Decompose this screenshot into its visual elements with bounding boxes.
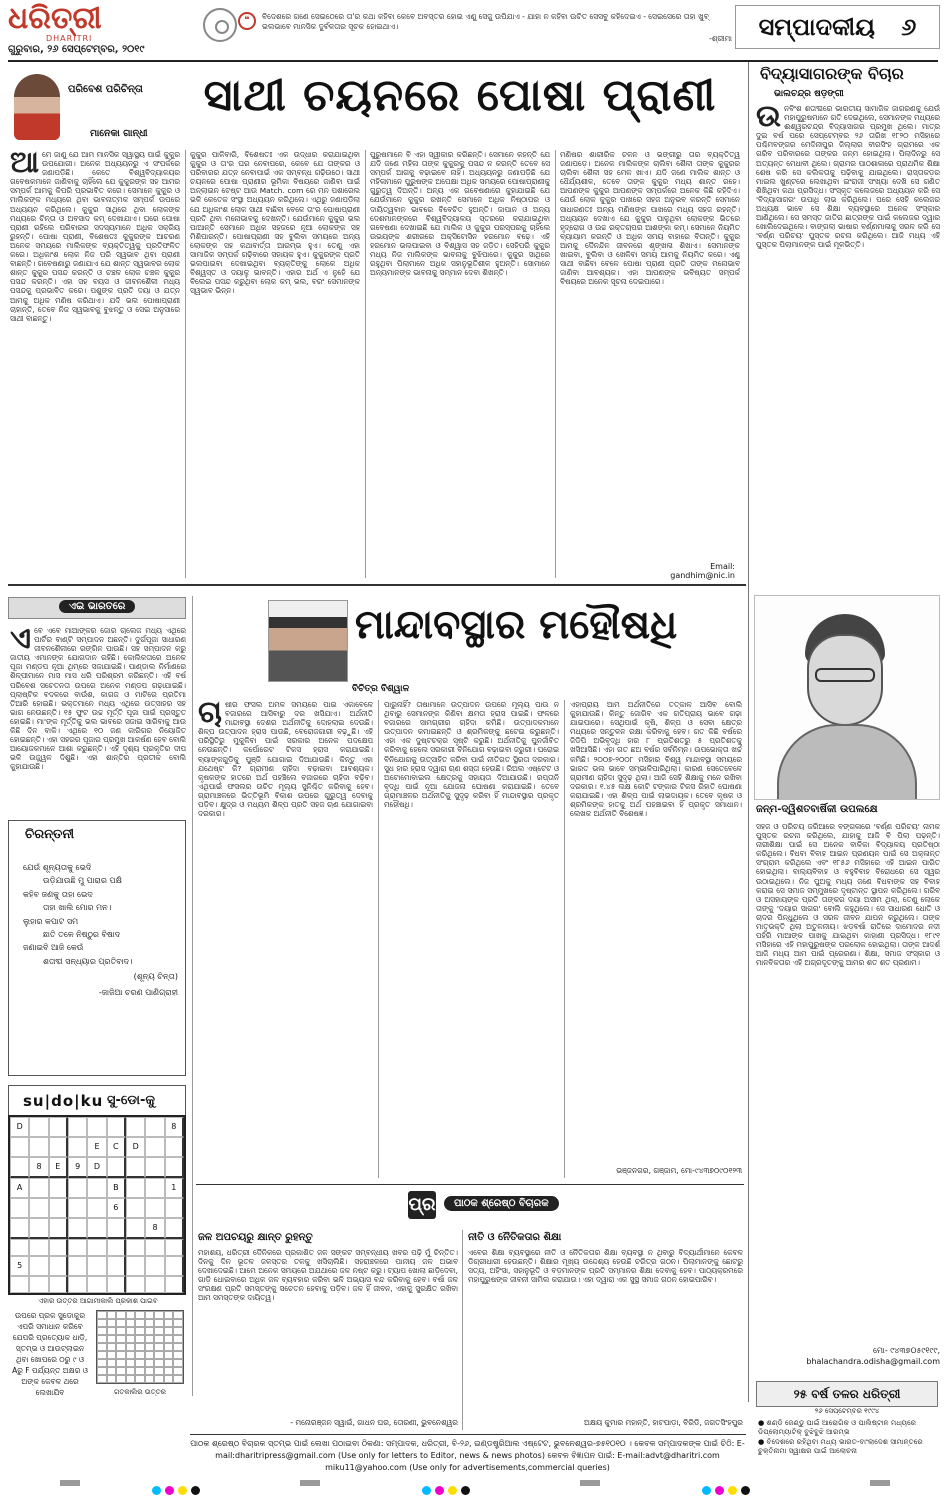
solution-cell [154, 1335, 164, 1343]
chirantani-title: ଚିରନ୍ତନୀ [25, 827, 75, 842]
solution-cell [107, 1327, 117, 1335]
sudoku-cell[interactable] [145, 1256, 164, 1276]
column-rule [462, 1230, 463, 1430]
sudoku-cell[interactable] [29, 1218, 48, 1239]
solution-cell [107, 1343, 117, 1351]
lead-col-4: ମଣିଷର ଶାରୀରିକ ଚଳନ ଓ ଭଙ୍ଗୀରୁ ତାର ବ୍ୟକ୍ତିତ୍ୱ ଜଣାପଡ଼େ। ଅନେକ ମାଲିକଙ୍କ ଚାଲିବା ଶୈଳୀ ତାଙ୍କ କୁକୁରର ଚାଲିବା ଶୈଳୀ ସହ ମେଳ ଖାଏ। ଯଦି ଜଣେ ମାଲିକ ଶାନ୍ତ ଓ ଧୈର୍ଯ୍ୟଶୀଳ, ତେବେ ତାଙ୍କ କୁକୁର ମଧ୍ୟ ଶାନ୍ତ ରହେ। ଆପଣଙ୍କ କୁକୁର ଆପଣଙ୍କ ସମ୍ପର୍କରେ ଅନେକ କିଛି କହିଦିଏ। ଯେଉଁ ଲୋକ କୁକୁର ପାଖରେ ସହଜ ଅନୁଭବ କରନ୍ତି ସେମାନେ ସାଧାରଣତଃ ଅନ୍ୟ ମଣିଷଙ୍କ ପାଖରେ ମଧ୍ୟ ସହଜ ରହନ୍ତି। ଅଧ୍ୟୟନ ଦେଖାଏ ଯେ କୁକୁର ପାଳୁଥିବା ଲୋକଙ୍କ ଭିତରେ ହୃଦ୍ରୋଗ ଓ ଉଚ୍ଚ ରକ୍ତଚାପର ଆଶଙ୍କା କମ୍। ସେମାନେ ନିୟମିତ ବ୍ୟାୟାମ କରନ୍ତି ଓ ଅଧିକ ସମୟ ବାହାରେ ବିତାନ୍ତି। କୁକୁର ଆମକୁ ଦୈନନ୍ଦିନ ଜୀବନରେ ଶୃଙ୍ଖଳା ଶିଖାଏ। ସେମାନଙ୍କ ଖାଇବା, ବୁଲିବା ଓ ଖେଳିବା ସମୟ ଆମକୁ ନିୟମିତ କରେ। ଏଣୁ ସାଥୀ ବାଛିବା ବେଳେ ପୋଷା ପ୍ରାଣୀ ପ୍ରତି ତାଙ୍କ ମନୋଭାବ ଜାଣିବା ଆବଶ୍ୟକ। ଏହା ଆପଣଙ୍କ ଭବିଷ୍ୟତ ସମ୍ପର୍କ ବିଷୟରେ ଅନେକ ସୂଚନା ଦେଇପାରେ। [560, 150, 740, 287]
solution-cell [135, 1351, 145, 1359]
solution-cell [154, 1327, 164, 1335]
solution-cell [145, 1335, 155, 1343]
solution-cell [145, 1367, 155, 1375]
sudoku-cell[interactable] [68, 1276, 87, 1293]
vidyasagar-body [756, 104, 940, 592]
solution-cell [145, 1359, 155, 1367]
vidyasagar-portrait [754, 595, 940, 800]
sudoku-cell[interactable] [145, 1117, 164, 1137]
solution-cell [135, 1343, 145, 1351]
sudoku-cell[interactable] [165, 1157, 184, 1178]
sudoku-cell[interactable] [49, 1178, 68, 1198]
section-title [735, 5, 940, 49]
column-rule [365, 150, 366, 578]
sudoku-cell[interactable] [87, 1178, 106, 1198]
sudoku-cell[interactable] [126, 1256, 145, 1276]
sudoku-cell[interactable] [29, 1117, 48, 1137]
letters-rule [196, 1184, 744, 1185]
solution-cell [97, 1351, 107, 1359]
lead-col-2: କୁକୁର ପାଳିବାରି, ବିଶେଷତଃ ଏକ ଉଦ୍ଧାର କରାଯାଇଥିବା କୁକୁର ଓ ତା'ର ଘର ନେବାପରେ, କେବେ ଯେ ତାଙ୍କର ଓ ପରିବାରର ଯତ୍ନ ନେବାପାଇଁ ଏକ ସମ୍ବନ୍ଧ ଗଢ଼ିଉଠେ। ସାଥୀ ଚୟନରେ ପୋଷା ପ୍ରାଣୀର ଭୂମିକା ବିଷୟରେ ଜାଣିବା ପାଇଁ ଅନ୍ଲାଇନ ଟେଷ୍ଟ ଆଉ Match. com ରେ ମନ ପଶାରେଲ ଭଳି କେତେକ ସଂସ୍ଥା ଅଧ୍ୟୟନ କରିଥିଲେ। ଏଥିରୁ ଜଣାପଡ଼ିଲା ଯେ ଅଧିକାଂଶ ଲୋକ ସାଥୀ ବାଛିବା ବେଳେ ତା'ର ପୋଷାପ୍ରାଣୀ ପ୍ରତି ଥିବା ମନୋଭାବକୁ ଦେଖନ୍ତି। ଯେଉଁମାନେ କୁକୁର ଭଲ ପାଆନ୍ତି ସେମାନେ ଅଧିକ ସହଜରେ ନୂଆ ଲୋକଙ୍କ ସହ ମିଶିପାରନ୍ତି। ପୋଷାପ୍ରାଣୀ ସହ ବୁଲିବା ସମୟରେ ଅନ୍ୟ ଲୋକଙ୍କ ସହ କଥାବାର୍ତ୍ତା ଆରମ୍ଭ ହୁଏ। ତେଣୁ ଏହା ସାମାଜିକ ସମ୍ପର୍କ ଗଢ଼ିବାରେ ସହାୟକ ହୁଏ। କୁକୁରଙ୍କ ପ୍ରତି ଭଲପାଇବା ଦେଖାଇଥିବା ବ୍ୟକ୍ତିଙ୍କୁ ଲୋକେ ଅଧିକ ବିଶ୍ୱସ୍ତ ଓ ଦୟାଳୁ ଭାବନ୍ତି। ଏହାର ଅର୍ଥ ଏ ନୁହେଁ ଯେ ବିଲେଇ ପସନ୍ଦ କରୁଥିବା ଲୋକ କମ୍ ଭଲ, ବରଂ ସେମାନଙ୍କ ସ୍ୱଭାବ ଭିନ୍ନ। [190, 150, 360, 296]
vidyasagar-dropcap: ଉ [756, 104, 781, 134]
right-column-rule [748, 62, 749, 1402]
lead-col-1-text: ମେ ଜାଣୁ ଯେ ଆମ ମାନସିକ ସ୍ୱାସ୍ଥ୍ୟ ପାଇଁ କୁକୁର ଉପଯୋଗୀ। ଅନେକ ଅଧ୍ୟୟନରୁ ଏ ସଂପର୍କରେ ଜଣାପଡ଼ିଛି। କେତେ ବିଶ୍ୱବିଦ୍ୟାଳୟର ଗବେଷକମାନେ ଜାଣିବାକୁ ଚାହିଁଲେ ଯେ କୁକୁରଙ୍କ ସହ ଆମର ସମ୍ପର୍କ ଆମକୁ କିପରି ପ୍ରଭାବିତ କରେ। ସେମାନେ କୁକୁର ଓ ମାଲିକଙ୍କ ମଧ୍ୟରେ ଥିବା ଭାବନାତ୍ମକ ସମ୍ପର୍କ ଉପରେ ଅଧ୍ୟୟନ କରିଥିଲେ। କୁକୁର ସାଥିରେ ଥିବା ଲୋକଙ୍କ ମଧ୍ୟରେ ଚିନ୍ତା ଓ ଅବସାଦ କମ୍ ଦେଖାଯାଏ। ଘରେ ପୋଷା ପ୍ରାଣୀ ରହିଲେ ପରିବାରର ସଦସ୍ୟମାନେ ଅଧିକ ସକ୍ରିୟ ରୁହନ୍ତି। ପୋଷା ପ୍ରାଣୀ, ବିଶେଷତଃ କୁକୁରଙ୍କ ଆଚରଣ ଅନେକ ସମୟରେ ମାଲିକଙ୍କ ବ୍ୟକ୍ତିତ୍ୱକୁ ପ୍ରତିଫଳିତ କରେ। ଅଧିକାଂଶ ଲୋକ ନିଜ ପରି ସ୍ୱଭାବ ଥିବା ପ୍ରାଣୀ ବାଛନ୍ତି। ଗବେଷଣାରୁ ଜଣାଯାଏ ଯେ ଶାନ୍ତ ସ୍ୱଭାବର ଲୋକ ଶାନ୍ତ କୁକୁର ପସନ୍ଦ କରନ୍ତି ଓ ଚଞ୍ଚଳ ଲୋକ ଚଞ୍ଚଳ କୁକୁର ପସନ୍ଦ କରନ୍ତି। ଏହା ସହ ବୟସ ଓ ଜୀବନଶୈଳୀ ମଧ୍ୟ ପସନ୍ଦକୁ ପ୍ରଭାବିତ କରେ। ପଶୁଙ୍କ ପ୍ରତି ଦୟା ଓ ଯତ୍ନ ଆମକୁ ଅଧିକ ମଣିଷ କରିଥାଏ। ଯଦି ଭଲ ପୋଷାପ୍ରାଣୀ ଚାହାନ୍ତି, ତେବେ ନିଜ ସ୍ୱଭାବକୁ ବୁଝନ୍ତୁ ଓ ସେଇ ଅନୁସାରେ ସାଥୀ ବାଛନ୍ତୁ। [10, 150, 180, 323]
sudoku-cell[interactable]: 1 [165, 1178, 184, 1198]
middle-headline: ମାନ୍ଦାବସ୍ଥାର ମହୌଷଧି [354, 601, 678, 648]
letter-2-title: ନୀତି ଓ ନୈତିକତାର ଶିକ୍ଷା [468, 1232, 562, 1243]
sudoku-cell[interactable] [29, 1276, 48, 1293]
solution-cell [154, 1359, 164, 1367]
solution-cell [145, 1327, 155, 1335]
lead-col-1 [10, 150, 180, 580]
solution-cell [173, 1343, 183, 1351]
solution-cell [145, 1375, 155, 1383]
sudoku-header [8, 1085, 186, 1115]
vidyasagar-body-text: ନବିଂଶ ଶତାବ୍ଦୀରେ ଭାରତୀୟ ସାମାଜିକ ଜାଗରଣକୁ ଯେଉଁ ମହାପୁରୁଷମାନେ ଗତି ଦେଇଥିଲେ, ସେମାନଙ୍କ ମଧ୍ୟରେ ଈଶ୍ୱରଚନ୍ଦ୍ର ବିଦ୍ୟାସାଗର ପ୍ରମୁଖ ଥିଲେ। ମାତ୍ର ଦୁଇ ବର୍ଷ ପରେ ସେପ୍ଟେମ୍ବର ୨୬ ତାରିଖ ୧୮୨୦ ମସିହାରେ ପଶ୍ଚିମବଙ୍ଗର ମେଦିନୀପୁର ଜିଲ୍ଲାର ବୀରସିଂହ ଗ୍ରାମରେ ଏକ ଗରିବ ପରିବାରରେ ତାଙ୍କର ଜନ୍ମ ହୋଇଥିଲା। ପିଲାଦିନରୁ ସେ ଅତ୍ୟନ୍ତ ମେଧାବୀ ଥିଲେ। ଗ୍ରାମର ପାଠଶାଳାରେ ପ୍ରାଥମିକ ଶିକ୍ଷା ଶେଷ କରି ସେ କଲିକତାକୁ ପଢ଼ିବାକୁ ଯାଇଥିଲେ। ରାସ୍ତାକଡ଼ର ମାଇଲ ଖୁଣ୍ଟରେ ଲେଖାଥିବା ଇଂରାଜୀ ସଂଖ୍ୟା ଦେଖି ସେ ଗଣିତ ଶିଖିଥିବା କଥା ପ୍ରସିଦ୍ଧ। ସଂସ୍କୃତ କଲେଜରେ ଅଧ୍ୟୟନ କରି ସେ 'ବିଦ୍ୟାସାଗର' ଉପାଧି ଲାଭ କରିଥିଲେ। ପରେ ସେହି କଲେଜର ଅଧ୍ୟକ୍ଷ ଭାବେ ସେ ଶିକ୍ଷା ବ୍ୟବସ୍ଥାରେ ଅନେକ ସଂସ୍କାର ଆଣିଥିଲେ। ସେ ସମସ୍ତ ଜାତିର ଛାତ୍ରଙ୍କ ପାଇଁ କଲେଜର ଦ୍ୱାର ଖୋଲିଦେଇଥିଲେ। ବାଙ୍ଗଲା ଭାଷାର ବର୍ଣ୍ଣମାଳାକୁ ସରଳ କରି ସେ 'ବର୍ଣ୍ଣ ପରିଚୟ' ପୁସ୍ତକ ରଚନା କରିଥିଲେ। ଆଜି ମଧ୍ୟ ଏହି ପୁସ୍ତକ ପିଲାମାନଙ୍କ ପାଇଁ ମୂଳଭିତ୍ତି। [756, 104, 940, 250]
sudoku-cell[interactable] [87, 1256, 106, 1276]
sudoku-cell[interactable] [29, 1137, 48, 1157]
solution-cell [173, 1375, 183, 1383]
sudoku-label-or: ସୁ-ଡୋ-କୁ [107, 1093, 155, 1108]
sudoku-cell[interactable] [126, 1239, 145, 1256]
solution-cell [126, 1319, 136, 1327]
solution-cell [107, 1359, 117, 1367]
sudoku-cell[interactable] [145, 1276, 164, 1293]
solution-cell [154, 1343, 164, 1351]
sudoku-cell[interactable]: E [87, 1137, 106, 1157]
solution-cell [173, 1359, 183, 1367]
poem-line: ଯେଉଁ ଶୂନ୍ୟତାକୁ ଭେଦି [23, 863, 92, 872]
sudoku-note: ଏହାର ଉତ୍ତର ଆଗାମୀକାଲି ପ୍ରକାଶ ପାଇବ [38, 1297, 158, 1305]
sudoku-cell[interactable]: 8 [165, 1117, 184, 1137]
sudoku-cell[interactable]: 5 [10, 1256, 29, 1276]
ei-bharatare-text: ବେ ଏବେ ମାଆଙ୍କର ଜୋର ଚାଲେଜ ମଧ୍ୟ ଏଥିରେ ପାର୍ଟିର ବାଣ୍ଟି ସମ୍ପାଦନ ଅଛନ୍ତି। ଦୁର୍ଗପୂଜା ସାଧାରଣ ଜୀବନଶୈଳୀରେ ରଙ୍ଗିନ ପାଉଛି। ସହ ସମ୍ପାଦନ କରୁ ଜାତୀୟ ଏମାନଙ୍କ ଯୋଗଦାନ ରହିଛି। କୋଲିକତାରେ ଅନେକ ପୂଜା ମଣ୍ଡପ ନୂଆ ଥିମ୍‌ରେ ସଜାଯାଇଛି। ପାଣ୍ଡାଲ ନିର୍ମାଣରେ ଶିଳ୍ପୀମାନେ ମାସ ମାସ ଧରି ପରିଶ୍ରମ କରିଛନ୍ତି। ଏହି ବର୍ଷ ପରିବେଶ ସଚେତନତା ଉପରେ ଅନେକ ମଣ୍ଡପ ଗଢ଼ାଯାଇଛି। ପ୍ଲାଷ୍ଟିକ ବଦଳରେ ବାଉଁଶ, କାଗଜ ଓ ମାଟିରେ ପ୍ରତିମା ତିଆରି ହୋଇଛି। ଭକ୍ତମାନେ ମଧ୍ୟ ଏଥିରେ ଉତ୍ସାହର ସହ ଭାଗ ନେଉଛନ୍ତି। ୧୫ ଫୁଟ ଉଚ୍ଚ ମୂର୍ତ୍ତି ପୂଜା ପାଇଁ ପ୍ରସ୍ତୁତ ହୋଇଛି। ମା'ଙ୍କ ମୂର୍ତ୍ତିକୁ ଭଲ ଭାବରେ ସଜାଇ ସାରିବାକୁ ଆଉ କିଛି ଦିନ ବାକି। ଏଥିରେ ୧୦ ଜଣ କାରିଗର ନିୟୋଜିତ ହୋଇଛନ୍ତି। ଏହା ସହରର ପୂଜାର ପ୍ରମୁଖ ଆକର୍ଷଣ ହେବ ବୋଲି ଆୟୋଜକମାନେ ଆଶା କରୁଛନ୍ତି। ଏହି ଦୃଶ୍ୟ ପ୍ରକୃତିର ଦୀପ ଭଳି ଉଜ୍ଜ୍ୱଳ ଦିଶୁଛି। ଏହା ଶାନ୍ତିର ପ୍ରତୀକ ବୋଲି କୁହାଯାଉଛି। [10, 626, 186, 772]
vidyasagar-body-2: ସହଜ ଓ ପରିଚୟ ଜରିଆରେ ବଙ୍ଗଳାରେ 'ବର୍ଣ୍ଣ ପରିଚୟ' ନାମକ ପୁସ୍ତକ ରଚନା କରିଥିଲେ, ଯାହାକୁ ଆଜି ବି ପିଲା ପଢ଼ନ୍ତି। ନାରୀଶିକ୍ଷା ପାଇଁ ସେ ଅନେକ ବାଳିକା ବିଦ୍ୟାଳୟ ପ୍ରତିଷ୍ଠା କରିଥିଲେ। ବିଧବା ବିବାହ ଆଇନ ପ୍ରଣୟନ ପାଇଁ ସେ ଅକ୍ଳାନ୍ତ ସଂଗ୍ରାମ କରିଥିଲେ ଏବଂ ୧୮୫୬ ମସିହାରେ ଏହି ଆଇନ ପାରିତ ହୋଇଥିଲା। ବାଲ୍ୟବିବାହ ଓ ବହୁବିବାହ ବିରୋଧରେ ସେ ସ୍ୱର ଉଠାଇଥିଲେ। ନିଜ ପୁଅକୁ ମଧ୍ୟ ଜଣେ ବିଧବାଙ୍କ ସହ ବିବାହ କରାଇ ସେ ସମାଜ ସମ୍ମୁଖରେ ଦୃଷ୍ଟାନ୍ତ ସ୍ଥାପନ କରିଥିଲେ। ଗରିବ ଓ ଅସହାୟଙ୍କ ପ୍ରତି ତାଙ୍କର ଦୟା ଅସୀମ ଥିଲା, ତେଣୁ ଲୋକେ ତାଙ୍କୁ 'ଦୟାର ସାଗର' ବୋଲି କହୁଥିଲେ। ସେ ସାଧାରଣ ଧୋତି ଓ ଚାଦର ପିନ୍ଧୁଥିଲେ ଓ ସରଳ ଜୀବନ ଯାପନ କରୁଥିଲେ। ତାଙ୍କ ମାତୃଭକ୍ତି ଥିଲା ଅତୁଳନୀୟ। ଝଡ଼ବର୍ଷା ରାତିରେ ଦାମୋଦର ନଦୀ ପହଁରି ମାଆଙ୍କ ପାଖକୁ ଯାଇଥିବା କାହାଣୀ ପ୍ରସିଦ୍ଧ। ୧୮୯୧ ମସିହାରେ ଏହି ମହାପୁରୁଷଙ୍କ ପରଲୋକ ହୋଇଥିଲା। ତାଙ୍କ ଆଦର୍ଶ ଆଜି ମଧ୍ୟ ଆମ ପାଇଁ ପ୍ରେରଣା। ଶିକ୍ଷା, ସମାଜ ସଂସ୍କାର ଓ ମାନବିକତାର ଏହି ଅଗ୍ରଦୂତଙ୍କୁ ଆମର ଶତ ଶତ ପ୍ରଣାମ। [756, 822, 940, 968]
vidyasagar-title: ବିଦ୍ୟାସାଗରଙ୍କ ବିଚାର [760, 64, 904, 83]
solution-cell [126, 1375, 136, 1383]
sudoku-cell[interactable] [87, 1218, 106, 1239]
solution-cell [116, 1359, 126, 1367]
sudoku-cell[interactable]: D [87, 1157, 106, 1178]
sudoku-cell[interactable] [165, 1198, 184, 1218]
sudoku-cell[interactable] [165, 1137, 184, 1157]
solution-cell [164, 1375, 174, 1383]
solution-cell [164, 1311, 174, 1319]
sudoku-cell[interactable] [107, 1157, 126, 1178]
brand-sub: DHARITRI [46, 34, 93, 43]
vidyasagar-author: ଭାଲଚନ୍ଦ୍ର ଷଡ଼ଙ୍ଗୀ [774, 89, 844, 99]
lead-col-3: ପୁରୁଷମାନେ ବି ଏହା ସ୍ୱୀକାର କରିଛନ୍ତି। ସେମାନେ କହନ୍ତି ଯେ ଯଦି ଜଣେ ମହିଳା ତାଙ୍କ କୁକୁରକୁ ପସନ୍ଦ ନ କରନ୍ତି ତେବେ ସେ ସମ୍ପର୍କ ଆଗକୁ ବଢ଼ାଇବେ ନାହିଁ। ଅଧ୍ୟୟନରୁ ଜଣାପଡ଼ିଛି ଯେ ମହିଳାମାନେ ପୁରୁଷଙ୍କ ଅପେକ୍ଷା ଅଧିକ ସମୟରେ ପୋଷାପ୍ରାଣୀକୁ ଗୁରୁତ୍ୱ ଦିଅନ୍ତି। ଅନ୍ୟ ଏକ ଗବେଷଣାରେ କୁହାଯାଇଛି ଯେ ଯେଉଁମାନେ କୁକୁର ରଖନ୍ତି ସେମାନେ ଅଧିକ ନିଷ୍ଠାପର ଓ ଦାୟିତ୍ୱବାନ ଭାବରେ ବିବେଚିତ ହୁଅନ୍ତି। ଜାପାନ ଓ ଅନ୍ୟ ଦେଶମାନଙ୍କରେ ବିଶ୍ୱବିଦ୍ୟାଳୟ ସ୍ତରରେ କରାଯାଇଥିବା ଗବେଷଣା ଦେଖାଇଛି ଯେ ମାଲିକ ଓ କୁକୁର ପରସ୍ପରକୁ ଚାହିଁଲେ ଉଭୟଙ୍କ ଶରୀରରେ ଅକ୍ସିଟୋସିନ ହରମୋନ ବଢ଼େ। ଏହି ହରମୋନ ଭଲପାଇବା ଓ ବିଶ୍ୱାସ ସହ ଜଡ଼ିତ। ସେହିପରି କୁକୁର ମଧ୍ୟ ନିଜ ମାଲିକଙ୍କ ଭାବନାକୁ ବୁଝିପାରେ। କୁକୁର ସାଥିରେ ରହୁଥିବା ପିଲାମାନେ ଅଧିକ ସହାନୁଭୂତିଶୀଳ ହୁଅନ୍ତି। ସୋମାନେ ଅନ୍ୟମାନଙ୍କ ଭାବନାକୁ ସମ୍ମାନ ଦେବା ଶିଖନ୍ତି। [370, 150, 550, 278]
sudoku-cell[interactable] [10, 1276, 29, 1293]
solution-cell [173, 1311, 183, 1319]
solution-cell [126, 1359, 136, 1367]
solution-cell [164, 1351, 174, 1359]
sudoku-cell[interactable] [68, 1137, 87, 1157]
solution-cell [173, 1319, 183, 1327]
sudoku-cell[interactable] [165, 1218, 184, 1239]
solution-cell [107, 1311, 117, 1319]
sudoku-cell[interactable]: 8 [29, 1157, 48, 1178]
solution-cell [116, 1375, 126, 1383]
sudoku-cell[interactable]: D [126, 1137, 145, 1157]
sudoku-cell[interactable]: 8 [145, 1218, 164, 1239]
sudoku-cell[interactable]: C [107, 1137, 126, 1157]
solution-cell [145, 1351, 155, 1359]
quote-author: -ଶ୍ରୀମା [709, 34, 732, 43]
sudoku-cell[interactable] [49, 1239, 68, 1256]
column-rule [185, 150, 186, 578]
solution-cell [107, 1375, 117, 1383]
sudoku-cell[interactable] [165, 1256, 184, 1276]
solution-cell [126, 1311, 136, 1319]
sudoku-cell[interactable] [107, 1218, 126, 1239]
solution-cell [97, 1343, 107, 1351]
poem-line: ଉଡ଼ିଯାଉଛି ମୁ ପାରାର ପକ୍ଷି [43, 876, 122, 886]
column-rule [555, 150, 556, 578]
sudoku-cell[interactable] [49, 1117, 68, 1137]
sudoku-cell[interactable] [145, 1198, 164, 1218]
portrait-caption: ଜନ୍ମ-ଦ୍ୱିଶତବାର୍ଷିକୀ ଉପଲକ୍ଷେ [756, 804, 878, 815]
sudoku-cell[interactable] [68, 1256, 87, 1276]
anniversary-item: ● ବିଦେଶରେ ରହିଥିବା ମଧ୍ୟ ଭାରତ-ବାଂଲାଦେଶ ସୀମାନ୍ତରେ ଚୁକ୍ତିନାମା ସ୍ୱାକ୍ଷର ପାଇଁ ଆଲୋଚନା [758, 1436, 923, 1456]
solution-cell [107, 1351, 117, 1359]
poem-title: (ଶୂନ୍ୟ ଚିନ୍ତା) [133, 972, 178, 982]
middle-col-1-text: ଷୀର ଫସଲ ଅମଳ ସମୟରେ ପାଇ ଏକାବେଳେ ବଜାରରେ ଆସିବାରୁ ଦର ଖସିଯାଏ। ଅର୍ଥନୀତି ମାନ୍ଦାବସ୍ଥା ଦେଶର ଅର୍ଥନୀତିକୁ ଦୋହଲାଇ ଦେଉଛି। ଶିଳ୍ପ ଉତ୍ପାଦନ ହ୍ରାସ ପାଉଛି, ବେରୋଜଗାରୀ ବଢ଼ୁଛି। ଏହି ପରିସ୍ଥିତିରୁ ମୁକୁଳିବା ପାଇଁ ସରକାର ଅନେକ ପଦକ୍ଷେପ ନେଉଛନ୍ତି। କର୍ପୋରେଟ ଟିକସ ହ୍ରାସ କରାଯାଇଛି। ବ୍ୟାଙ୍କଗୁଡ଼ିକୁ ପୁଞ୍ଜି ଯୋଗାଇ ଦିଆଯାଉଛି। କିନ୍ତୁ ଏହା ଯଥେଷ୍ଟ କି? ଗ୍ରାମୀଣ ଚାହିଦା ବଢ଼ାଇବା ଆବଶ୍ୟକ। କୃଷକଙ୍କ ହାତରେ ଅର୍ଥ ପହଞ୍ଚିଲେ ବଜାରରେ ଚାହିଦା ବଢ଼ିବ। ଏଥିପାଇଁ ଫସଲର ଉଚିତ ମୂଲ୍ୟ ସୁନିଶ୍ଚିତ କରିବାକୁ ହେବ। ଗ୍ରାମାଞ୍ଚଳରେ ଭିତ୍ତିଭୂମି ବିକାଶ ଉପରେ ଗୁରୁତ୍ୱ ଦେବାକୁ ପଡ଼ିବ। କ୍ଷୁଦ୍ର ଓ ମଧ୍ୟମ ଶିଳ୍ପ ପ୍ରତି ସହଜ ଋଣ ଯୋଗାଇବା ଦରକାର। [198, 700, 373, 819]
solution-cell [135, 1359, 145, 1367]
solution-cell [173, 1327, 183, 1335]
solution-cell [173, 1335, 183, 1343]
sudoku-label-en: su|do|ku [23, 1092, 104, 1110]
letter-1-sign: - ମନୋରଞ୍ଜନ ସ୍ୱାଇଁ, ଗାଧନ ଘର, ତୋରଣୀ, ଭୁବନେଶ୍ୱର [290, 1418, 458, 1427]
middle-dropcap: ଚା [198, 700, 222, 730]
poem-line: ଛାତି ତଳେ ନିଷ୍ଠୁର ବିଷାଦ [43, 930, 121, 940]
sudoku-cell[interactable] [29, 1256, 48, 1276]
solution-cell [116, 1319, 126, 1327]
solution-cell [116, 1343, 126, 1351]
sudoku-cell[interactable]: E [49, 1157, 68, 1178]
masthead-quote [244, 12, 732, 44]
sudoku-cell[interactable] [29, 1198, 48, 1218]
solution-cell [97, 1367, 107, 1375]
middle-col-1 [198, 700, 373, 1180]
column-rule [192, 596, 193, 1396]
ei-bharatare-body [10, 626, 186, 814]
solution-cell [164, 1343, 174, 1351]
sudoku-cell[interactable] [10, 1218, 29, 1239]
solution-cell [145, 1311, 155, 1319]
letter-1-title: ଜଳ ଅପଚୟରୁ କ୍ଷାନ୍ତ ରୁହନ୍ତୁ [198, 1232, 313, 1243]
solution-cell [164, 1359, 174, 1367]
quote-icon: ❝ [238, 12, 256, 30]
poem-line: ଜଣାଇବି ଆଜି କେଉଁ [23, 943, 84, 953]
solution-cell [135, 1335, 145, 1343]
solution-cell [126, 1343, 136, 1351]
sudoku-cell[interactable] [126, 1198, 145, 1218]
solution-cell [116, 1327, 126, 1335]
sudoku-cell[interactable] [145, 1137, 164, 1157]
letter-2-body: ଏବେର ଶିକ୍ଷା ବ୍ୟବସ୍ଥାରେ ନୀତି ଓ ନୈତିକତାର ଶିକ୍ଷା ବ୍ୟବସ୍ଥା ନ ଥିବାରୁ ବିଦ୍ୟାର୍ଥୀମାନେ କେବଳ ଡିଗ୍ରୀଧାରୀ ହେଉଛନ୍ତି। ଶିକ୍ଷାର ମୂଖ୍ୟ ଉଦ୍ଦେଶ୍ୟ ହେଉଛି ଚରିତ୍ର ଗଠନ। ପିଲାମାନଙ୍କୁ ଛୋଟରୁ ସତ୍ୟ, ଅହିଂସା, ସହାନୁଭୂତି ଓ ବଡ଼ମାନଙ୍କ ପ୍ରତି ସମ୍ମାନର ଶିକ୍ଷା ଦେବାକୁ ହେବ। ପାଠ୍ୟକ୍ରମରେ ମହାପୁରୁଷଙ୍କ ଜୀବନୀ ସାମିଲ କରାଯାଉ। ଏହା ଦ୍ୱାରା ଏକ ସୁସ୍ଥ ସମାଜ ଗଠନ ହୋଇପାରିବ। [468, 1248, 743, 1285]
solution-cell [154, 1367, 164, 1375]
sudoku-cell[interactable] [29, 1239, 48, 1256]
letters-tag [408, 1191, 618, 1219]
letter-2-sign: ଅକ୍ଷୟ କୁମାର ମହାନ୍ତି, ହାଟପାଡ଼ା, ବିରିଡି, ଜଗତସିଂହପୁର [584, 1418, 743, 1427]
solution-cell [97, 1375, 107, 1383]
letter-1-body: ମହାଶୟ, ଧରିତ୍ରୀ ଦୈନିକରେ ପ୍ରକାଶିତ ଜଳ ସଙ୍କଟ ସମ୍ବନ୍ଧୀୟ ଖବର ପଢ଼ି ମୁଁ ଚିନ୍ତିତ। ଦିନକୁ ଦିନ ଭୂତଳ ଜଳସ୍ତର ତଳକୁ ଖସିଚାଲିଛି। ସହରାଞ୍ଚଳରେ ପାନୀୟ ଜଳ ଅଭାବ ଦେଖାଦେଇଛି। ଆମେ ଅନେକ ସମୟରେ ଅଯଥାରେ ଜଳ ନଷ୍ଟ କରୁ। ଟ୍ୟାପ ଖୋଲା ଛାଡ଼ିଦେବା, ଗାଡ଼ି ଧୋଇବାରେ ଅଧିକ ଜଳ ବ୍ୟବହାର କରିବା ଭଳି ଅଭ୍ୟାସ ବନ୍ଦ କରିବାକୁ ହେବ। ବର୍ଷା ଜଳ ସଂରକ୍ଷଣ ପ୍ରତି ସମସ୍ତଙ୍କୁ ସଚେତନ ହେବାକୁ ପଡ଼ିବ। ଜଳ ହିଁ ଜୀବନ, ଏହାକୁ ସୁରକ୍ଷିତ ରଖିବା ଆମ ସମସ୍ତଙ୍କ ଦାୟିତ୍ୱ। [198, 1248, 458, 1303]
sudoku-cell[interactable] [49, 1276, 68, 1293]
sudoku-cell[interactable] [49, 1218, 68, 1239]
solution-cell [116, 1311, 126, 1319]
solution-cell [135, 1319, 145, 1327]
brand-name: ଧରିତ୍ରୀ [8, 1, 102, 36]
solution-cell [154, 1351, 164, 1359]
footer-rule [190, 1434, 746, 1435]
sudoku-cell[interactable]: B [107, 1178, 126, 1198]
sudoku-cell[interactable] [68, 1117, 87, 1137]
solution-cell [164, 1327, 174, 1335]
previous-solution-grid [96, 1310, 184, 1384]
solution-cell [164, 1335, 174, 1343]
middle-col-3: ଏହାପ୍ରାୟ ଆମ ଅର୍ଥନୀତିରେ ତତ୍କାଳ ଆସିବ ବୋଲି କୁହାଯାଉଛି। କିନ୍ତୁ ଜୋଗିବ ଏକ ଗତିପ୍ରାୟ ଭାବେ ଗଢ଼ା ଯାଇପାରେ। ସେଥିପାଇଁ କୃଷି, ଶିଳ୍ପ ଓ ସେବା କ୍ଷେତ୍ର ମଧ୍ୟରେ ସନ୍ତୁଳନ ରକ୍ଷା କରିବାକୁ ହେବ। ଗତ କିଛି ବର୍ଷରେ ଜିଡିପି ଅଭିବୃଦ୍ଧି ହାର ୮ ପ୍ରତିଶତରୁ ୫ ପ୍ରତିଶତକୁ ଖସିଆସିଛି। ଏହା ଗତ ଛଅ ବର୍ଷର ସର୍ବନିମ୍ନ। ଉପଭୋକ୍ତା ଖର୍ଚ୍ଚ କମିଛି। ୨୦୦୭-୨୦୦୮ ମସିହାର ବିଶ୍ୱ ମାନ୍ଦାବସ୍ଥା ସମୟରେ ଭାରତ ଭଲ ଭାବେ ସମ୍ଭାଳିପାରିଥିଲା। କାରଣ ସେତେବେଳେ ଗ୍ରାମୀଣ ଚାହିଦା ସୁଦୃଢ଼ ଥିଲା। ଆଜି ସେହି ଶିକ୍ଷାକୁ ମନେ ରଖିବା ଦରକାର। ୧.୪୫ ଲକ୍ଷ କୋଟି ଟଙ୍କାର ଟିକସ ରିହାତି ଘୋଷଣା କରାଯାଇଛି। ଏହା ଶିଳ୍ପ ପାଇଁ ଲାଭଦାୟକ। ତେବେ କୃଷକ ଓ ଶ୍ରମିକଙ୍କ ହାତକୁ ଅର୍ଥ ପହଞ୍ଚାଇବା ହିଁ ପ୍ରକୃତ ସମାଧାନ। ଲେଖକ ଅର୍ଥନୀତି ବିଶେଷଜ୍ଞ। [570, 700, 742, 819]
sudoku-cell[interactable] [10, 1157, 29, 1178]
solution-cell [135, 1327, 145, 1335]
lead-dropcap: ଆ [10, 150, 40, 180]
print-registration-marks [0, 1470, 945, 1498]
section-label: ସମ୍ପାଦକୀୟ [758, 12, 875, 41]
solution-cell [173, 1351, 183, 1359]
letters-icon: ପ୍ର [408, 1191, 436, 1219]
sudoku-cell[interactable] [49, 1137, 68, 1157]
sudoku-cell[interactable]: 6 [107, 1198, 126, 1218]
solution-cell [126, 1335, 136, 1343]
footer-info: ପାଠକ ଶ୍ରେଷ୍ଠ ବିଚାରକ ସ୍ତମ୍ଭ ପାଇଁ ଲେଖା ପଠାଇବା ଠିକଣା: ସମ୍ପାଦକ, ଧରିତ୍ରୀ, ବି-୨୬, ଇଣ୍ଡଷ୍ଟ୍ରିଆଲ ଏଷ୍ଟେଟ, ଭୁବନେଶ୍ୱର-୭୫୧୦୧୦ । କେବଳ ସମ୍ପାଦକଙ୍କ ପାଇଁ ଚିଠି: E-mail:dharitripress@gmail.com (Use only for letters to Editor, news & news photos) କେବଳ ବିଜ୍ଞାପନ ପାଇଁ: E-mail:advt@dharitri.com miku11@yahoo.com (Use only for advertisements,commercial queries) [190, 1439, 745, 1472]
solution-cell [97, 1311, 107, 1319]
ei-dropcap: ଏ [10, 626, 32, 656]
sudoku-instructions: ଉପରେ ପ୍ରକ ସୁଡୋକୁର ଏପରି ସମାଧାନ କରିବେ ଯେପରି ପ୍ରତ୍ୟୋକ ଧାଡ଼ି, ସ୍ତମ୍ଭ ଓ ଆଉଟ୍‌ଲାଇନ ଥିବା ଖୋପରେ ୦ରୁ ୯ ଓ Aରୁ F ପର୍ଯ୍ୟନ୍ତ ଅକ୍ଷର ଓ ଅଙ୍କ କେବଳ ଥରେ ଲେଖାଯିବ [12, 1311, 88, 1397]
previous-solution-caption: ଗତକାଲିର ଉତ୍ତର [114, 1388, 166, 1396]
poet-name: -ଜାଜିଆ ଚରଣ ପାଣିଗ୍ରାହୀ [98, 987, 178, 997]
solution-cell [164, 1367, 174, 1375]
sudoku-cell[interactable] [87, 1276, 106, 1293]
column-rule [564, 700, 565, 1178]
solution-cell [154, 1319, 164, 1327]
sudoku-cell[interactable] [68, 1198, 87, 1218]
sudoku-cell[interactable] [49, 1198, 68, 1218]
sudoku-cell[interactable] [68, 1239, 87, 1256]
sudoku-cell[interactable] [107, 1256, 126, 1276]
column-label: ପରିବେଶ ପରିଚିନ୍ତା [68, 84, 143, 95]
sudoku-cell[interactable] [126, 1218, 145, 1239]
solution-cell [116, 1367, 126, 1375]
middle-col-2: ପାରୁନାହିଁ? ତାଷାମାନେ ଉତ୍ପାଦନ ଉପରେ ମୂଲ୍ୟ ପାଉ ନ ଥିବାରୁ ସେମାନଙ୍କ କିଣିବା କ୍ଷମତା ହ୍ରାସ ପାଇଛି। ଫଳରେ ବଜାରରେ ସାମଗ୍ରୀର ଚାହିଦା କମିଛି। ଉତ୍ପାଦକମାନେ ଉତ୍ପାଦନ କମାଇଛନ୍ତି ଓ ଶ୍ରମିକଙ୍କୁ ଛଟେଇ କରୁଛନ୍ତି। ଏହା ଏକ ଦୁଷ୍ଟଚକ୍ର ସୃଷ୍ଟି କରୁଛି। ଅର୍ଥନୀତିକୁ ପୁନର୍ଜୀବିତ କରିବାକୁ ହେଲେ ସରକାରୀ ବିନିଯୋଗ ବଢ଼ାଇବା ଜରୁରୀ। ଘରୋଇ ବିନିଯୋଗକୁ ଉତ୍ସାହିତ କରିବା ପାଇଁ ନୀତିଗତ ସ୍ଥିରତା ଦରକାର। ସୁଧ ହାର ହ୍ରାସ ଦ୍ୱାରା ଋଣ ଶସ୍ତା ହେଉଛି। ରିଅଲ ଏଷ୍ଟେଟ ଓ ଅଟୋମୋବାଇଲ କ୍ଷେତ୍ରକୁ ସହାୟତା ଦିଆଯାଉଛି। ରପ୍ତାନି ବୃଦ୍ଧି ପାଇଁ ନୂଆ ଯୋଜନା ଘୋଷଣା କରାଯାଇଛି। ତେବେ ଗ୍ରାମାଞ୍ଚଳର ଅର୍ଥନୀତିକୁ ସୁଦୃଢ଼ କରିବା ହିଁ ମାନ୍ଦାବସ୍ଥାର ପ୍ରକୃତ ମହୌଷଧି। [384, 700, 559, 810]
sudoku-cell[interactable] [87, 1239, 106, 1256]
solution-cell [107, 1367, 117, 1375]
sudoku-cell[interactable] [145, 1239, 164, 1256]
quote-text: ବିଦେଶରେ ଗଣେ ସେଇଠେରେ ତା'ର କଥା କହିବା କେବେ ଅବସ୍ତର ହୋଇ ଏଣୁ ସେଜୁ ଉପିଯାଏ - ଯାହା ନ କହିବା ଉଚିତ ସେସବୁ କହିଦେଇଏ - ସେଇସେରେ ତାହା ଖୁବ୍ ଭଲଭାବେ ମାନସିକ ଦୁର୍ବଳତାର ସୂଚକ ହୋଇଥାଏ। [262, 12, 709, 31]
poem-line: ଲୁହାର କପାଟ ସମ [23, 916, 79, 926]
sudoku-cell[interactable] [49, 1256, 68, 1276]
sudoku-cell[interactable] [107, 1276, 126, 1293]
sudoku-cell[interactable] [10, 1137, 29, 1157]
sudoku-cell[interactable] [145, 1157, 164, 1178]
letters-label: ପାଠକ ଶ୍ରେଷ୍ଠ ବିଚାରକ [444, 1196, 559, 1211]
chirantani-box [8, 820, 186, 1076]
sudoku-cell[interactable] [126, 1178, 145, 1198]
middle-byline: ବିଚିତ୍ର ବିଶ୍ୱାଳ [352, 684, 410, 694]
vidyasagar-contact: ମୋ- ୯୪୩୭୦୫୯୧୯୯, bhalachandra.odisha@gmail.com [806, 1346, 940, 1366]
sudoku-cell[interactable] [126, 1276, 145, 1293]
lead-author-box [10, 66, 180, 146]
poem-line: ତାହା ଖାଲି ମୋର ମନ। [43, 903, 112, 913]
solution-cell [154, 1375, 164, 1383]
sudoku-cell[interactable] [165, 1239, 184, 1256]
anniversary-item: ● ଶଣ୍ଡି ଜେଣ୍ଡୁ ପାଇଁ ଆରୋଗିକ ଓ ପାଲିଷ୍ଟାନ ମଧ୍ୟରେ ଡିପ୍ଲୋମ୍ୟାଟିକ୍ ବୁଝିବୁଝି ଆରମ୍ଭ [758, 1418, 917, 1437]
sudoku-cell[interactable] [165, 1276, 184, 1293]
wheel-icon [203, 8, 237, 42]
poem-line: କହିବ ଜଣକୁ ତାହା ଭେଦ [23, 889, 93, 899]
sudoku-cell[interactable] [68, 1178, 87, 1198]
solution-cell [116, 1335, 126, 1343]
anniversary-date: ୨୬ ସେପ୍ଟେମ୍ବର ୧୯୯୪ [814, 1407, 880, 1415]
ei-bharatare-tag [8, 597, 186, 619]
solution-cell [154, 1311, 164, 1319]
lead-email: Email: gandhim@nic.in [670, 562, 735, 580]
lead-headline: ସାଥୀ ଚୟନରେ ପୋଷା ପ୍ରାଣୀ [203, 70, 717, 121]
sudoku-cell[interactable]: D [10, 1117, 29, 1137]
middle-contact: ଭଞ୍ଜନଗର, ଗଞ୍ଜାମ, ମୋ-୯୪୩୭୦୯୦୧୨୩ [616, 1166, 742, 1175]
solution-cell [164, 1319, 174, 1327]
solution-cell [97, 1335, 107, 1343]
sudoku-cell[interactable] [10, 1198, 29, 1218]
section-divider [8, 584, 746, 586]
ei-bharatare-label: ଏଇ ଭାରତରେ [59, 600, 135, 613]
solution-cell [97, 1319, 107, 1327]
poem [23, 861, 178, 999]
solution-cell [135, 1375, 145, 1383]
sudoku-cell[interactable] [126, 1157, 145, 1178]
sudoku-cell[interactable] [29, 1178, 48, 1198]
sudoku-cell[interactable]: A [10, 1178, 29, 1198]
sudoku-cell[interactable] [68, 1218, 87, 1239]
solution-cell [145, 1343, 155, 1351]
sudoku-cell[interactable] [107, 1239, 126, 1256]
solution-cell [116, 1351, 126, 1359]
solution-cell [107, 1319, 117, 1327]
author-name: ମାନେକା ଗାନ୍ଧୀ [90, 128, 148, 139]
page-number: ୬ [901, 12, 917, 41]
solution-cell [97, 1327, 107, 1335]
sudoku-cell[interactable] [126, 1117, 145, 1137]
solution-cell [173, 1367, 183, 1375]
poem-line: ଶତାବ୍ଦୀ ସନ୍ଧ୍ୟାର ପ୍ରତିବାଦ। [43, 956, 133, 966]
column-rule [378, 700, 379, 1178]
anniversary-items [758, 1418, 940, 1456]
sudoku-grid [8, 1115, 186, 1295]
dateline: ଗୁରୁବାର, ୨୬ ସେପ୍ଟେମ୍ବର, ୨୦୧୯ [8, 44, 145, 55]
sudoku-cell[interactable] [107, 1117, 126, 1137]
solution-cell [126, 1351, 136, 1359]
sudoku-cell[interactable] [10, 1239, 29, 1256]
solution-cell [126, 1367, 136, 1375]
sudoku-cell[interactable] [145, 1178, 164, 1198]
solution-cell [145, 1319, 155, 1327]
anniversary-box: ୨୫ ବର୍ଷ ତଳର ଧରିତ୍ରୀ [756, 1381, 938, 1407]
solution-cell [107, 1335, 117, 1343]
solution-cell [97, 1359, 107, 1367]
solution-cell [126, 1327, 136, 1335]
sudoku-cell[interactable] [87, 1198, 106, 1218]
solution-cell [135, 1311, 145, 1319]
solution-cell [135, 1367, 145, 1375]
sudoku-cell[interactable]: 9 [68, 1157, 87, 1178]
sudoku-cell[interactable] [87, 1117, 106, 1137]
